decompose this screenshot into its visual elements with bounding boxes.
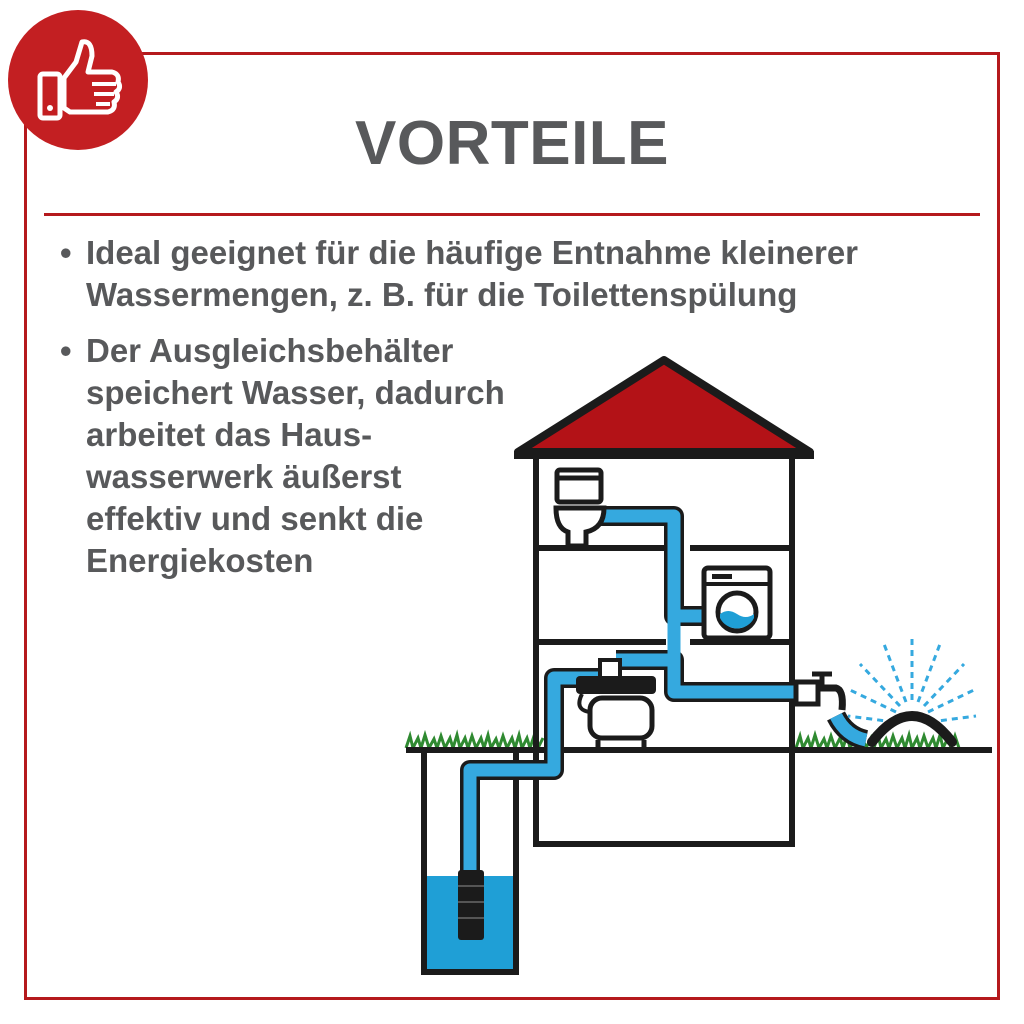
bullet-line: effektiv und senkt die [86,500,424,537]
toilet-icon [556,470,604,546]
basement-wall [536,750,792,844]
page-title: VORTEILE [354,109,670,178]
bullet-line: Wassermengen, z. B. für die Toilettenspülung [86,276,798,313]
roof [514,360,814,455]
bullet-line: wasserwerk äußerst [86,458,402,495]
bullet-line: Ideal geeignet für die häufige Entnahme kleinerer [86,234,859,271]
washing-machine-icon [704,568,770,638]
bullet-line: Energiekosten [86,542,314,579]
bullet-marker: • [60,332,72,369]
bullet-marker: • [60,234,72,271]
faucet-icon [796,674,842,710]
bullet-line: Der Ausgleichsbehälter [86,332,454,369]
bullet-line: speichert Wasser, dadurch [86,374,505,411]
bullet-line: arbeitet das Haus- [86,416,373,453]
sprinkler-icon [848,638,976,742]
submersible-pump-icon [458,870,484,940]
